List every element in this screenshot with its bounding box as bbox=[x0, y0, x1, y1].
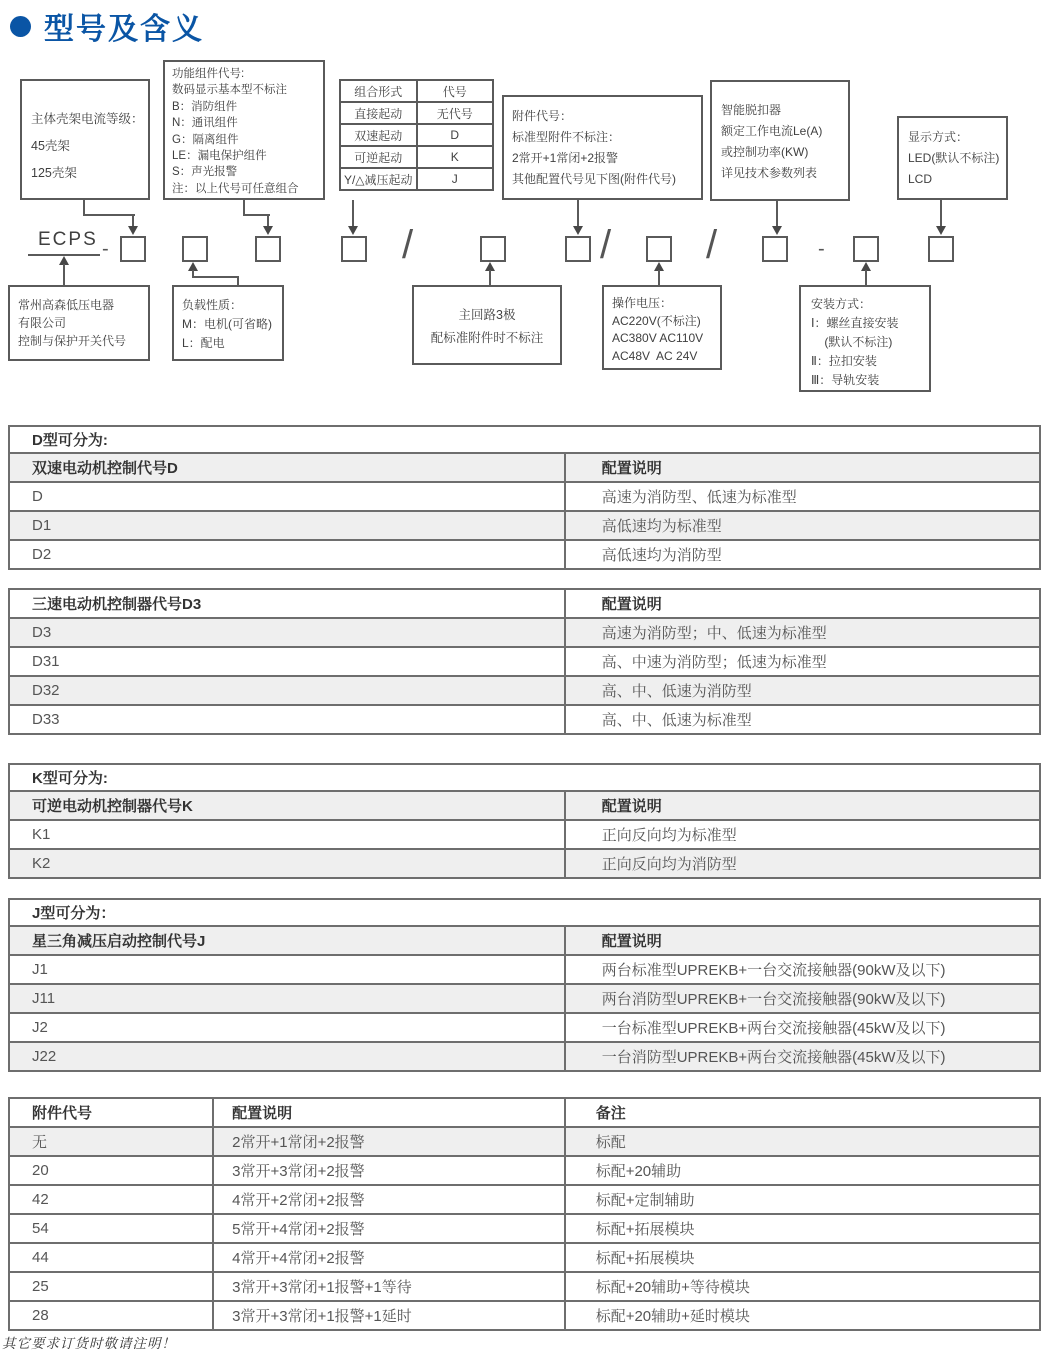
box-text-line: Ⅰ：螺丝直接安装 bbox=[811, 316, 899, 330]
table-title: K型可分为: bbox=[9, 764, 1040, 791]
box-text-line: 配标准附件时不标注 bbox=[430, 331, 544, 345]
connector-line bbox=[776, 201, 778, 227]
box-text-line: 主体壳架电流等级： bbox=[31, 112, 144, 126]
connector-line bbox=[63, 264, 65, 285]
connector-line bbox=[489, 270, 491, 285]
table-cell: 20 bbox=[9, 1156, 213, 1185]
table-cell: 两台标准型UPREKB+一台交流接触器(90kW及以下) bbox=[565, 955, 1040, 984]
combo-row bbox=[340, 146, 493, 168]
table-cell: 标配+拓展模块 bbox=[565, 1243, 1040, 1272]
separator-dash: - bbox=[102, 238, 109, 260]
box-text-line: 2常开+1常闭+2报警 bbox=[512, 151, 619, 165]
box-text-line: 数码显示基本型不标注 bbox=[172, 84, 287, 97]
table-header-row bbox=[9, 453, 1040, 482]
table-cell: 高、中、低速为消防型 bbox=[565, 676, 1040, 705]
connector-line bbox=[658, 270, 660, 285]
box-operating-voltage bbox=[602, 285, 722, 370]
table-title-row bbox=[9, 426, 1040, 453]
box-text-line: 注：以上代号可任意组合 bbox=[172, 182, 299, 195]
table-row bbox=[9, 647, 1040, 676]
connector-line bbox=[352, 200, 354, 227]
table-cell: D2 bbox=[9, 540, 565, 569]
column-header: 附件代号 bbox=[9, 1098, 213, 1127]
table-cell: J22 bbox=[9, 1042, 565, 1071]
bullet-dot-icon bbox=[10, 16, 31, 37]
separator-slash: / bbox=[706, 223, 718, 267]
combo-cell: 双速起动 bbox=[340, 124, 417, 146]
box-function-components bbox=[163, 60, 325, 200]
model-field-box-8 bbox=[762, 236, 788, 262]
connector-line bbox=[192, 276, 239, 278]
column-header: 配置说明 bbox=[565, 589, 1040, 618]
combo-cell: 直接起动 bbox=[340, 102, 417, 124]
table-cell: D3 bbox=[9, 618, 565, 647]
table-cell: 高低速均为消防型 bbox=[565, 540, 1040, 569]
model-field-box-10 bbox=[928, 236, 954, 262]
order-note: 其它要求订货时敬请注明！ bbox=[2, 1336, 176, 1350]
table-cell: D1 bbox=[9, 511, 565, 540]
model-field-box-3 bbox=[255, 236, 281, 262]
box-text-line: B：消防组件 bbox=[172, 100, 238, 113]
box-main-circuit bbox=[412, 285, 562, 365]
table-cell: 2常开+1常闭+2报警 bbox=[213, 1127, 565, 1156]
box-text-line: AC380V AC110V bbox=[612, 331, 704, 345]
table-row bbox=[9, 1301, 1040, 1330]
combo-cell: 组合形式 bbox=[340, 80, 417, 102]
box-text-line: 有限公司 bbox=[18, 316, 67, 330]
box-text-line: 安装方式： bbox=[811, 297, 872, 311]
table-row bbox=[9, 849, 1040, 878]
table-title: D型可分为: bbox=[9, 426, 1040, 453]
box-text-line: 额定工作电流Le(A) bbox=[721, 124, 823, 138]
table-cell: 正向反向均为标准型 bbox=[565, 820, 1040, 849]
model-field-box-6 bbox=[565, 236, 591, 262]
box-text-line: AC220V(不标注) bbox=[612, 313, 701, 328]
table-title-row bbox=[9, 899, 1040, 926]
model-prefix: ECPS bbox=[38, 229, 98, 250]
arrow-down-icon bbox=[128, 226, 138, 235]
table-row bbox=[9, 705, 1040, 734]
combo-cell: K bbox=[417, 146, 494, 168]
box-text-line: LE：漏电保护组件 bbox=[172, 150, 267, 163]
table-row bbox=[9, 955, 1040, 984]
column-header: 配置说明 bbox=[565, 926, 1040, 955]
combo-cell: 可逆起动 bbox=[340, 146, 417, 168]
column-header: 备注 bbox=[565, 1098, 1040, 1127]
table-cell: D bbox=[9, 482, 565, 511]
box-text-line: 控制与保护开关代号 bbox=[18, 334, 127, 348]
column-header: 星三角减压启动控制代号J bbox=[9, 926, 565, 955]
table-cell: 标配+20辅助+延时模块 bbox=[565, 1301, 1040, 1330]
combo-cell: Y/△减压起动 bbox=[340, 168, 417, 190]
table-cell: J1 bbox=[9, 955, 565, 984]
table-cell: D31 bbox=[9, 647, 565, 676]
table-cell: 54 bbox=[9, 1214, 213, 1243]
table-cell: 高、中、低速为标准型 bbox=[565, 705, 1040, 734]
table-cell: 标配+20辅助+等待模块 bbox=[565, 1272, 1040, 1301]
table-row bbox=[9, 1214, 1040, 1243]
connector-line bbox=[577, 200, 579, 227]
box-text-line: L：配电 bbox=[182, 336, 225, 350]
column-header: 配置说明 bbox=[565, 453, 1040, 482]
box-text-line: 详见技术参数列表 bbox=[721, 166, 818, 180]
arrow-down-icon bbox=[772, 226, 782, 235]
column-header: 可逆电动机控制器代号K bbox=[9, 791, 565, 820]
box-display-mode bbox=[897, 116, 1008, 200]
table-row bbox=[9, 1243, 1040, 1272]
table-cell: 标配+拓展模块 bbox=[565, 1214, 1040, 1243]
model-field-box-1 bbox=[120, 236, 146, 262]
table-cell: 5常开+4常闭+2报警 bbox=[213, 1214, 565, 1243]
table-cell: J11 bbox=[9, 984, 565, 1013]
table-cell: 两台消防型UPREKB+一台交流接触器(90kW及以下) bbox=[565, 984, 1040, 1013]
model-field-box-7 bbox=[646, 236, 672, 262]
table-cell: 无 bbox=[9, 1127, 213, 1156]
arrow-down-icon bbox=[573, 226, 583, 235]
box-text-line: LCD bbox=[908, 172, 933, 186]
table-cell: 高低速均为标准型 bbox=[565, 511, 1040, 540]
arrow-down-icon bbox=[348, 226, 358, 235]
page-header bbox=[10, 4, 204, 48]
table-cell: 3常开+3常闭+1报警+1延时 bbox=[213, 1301, 565, 1330]
connector-line bbox=[940, 200, 942, 227]
table-cell: 标配+20辅助 bbox=[565, 1156, 1040, 1185]
box-mounting-type bbox=[799, 285, 931, 392]
column-header: 配置说明 bbox=[565, 791, 1040, 820]
table-cell: 42 bbox=[9, 1185, 213, 1214]
table-row bbox=[9, 511, 1040, 540]
separator-slash: / bbox=[600, 223, 612, 267]
table-row bbox=[9, 676, 1040, 705]
table-row bbox=[9, 1272, 1040, 1301]
connector-line bbox=[865, 270, 867, 285]
table-cell: 标配 bbox=[565, 1127, 1040, 1156]
table-cell: 4常开+4常闭+2报警 bbox=[213, 1243, 565, 1272]
separator-dash: - bbox=[818, 238, 825, 260]
table-header-row bbox=[9, 1098, 1040, 1127]
table-cell: 3常开+3常闭+1报警+1等待 bbox=[213, 1272, 565, 1301]
table-cell: D33 bbox=[9, 705, 565, 734]
box-frame-current-grade bbox=[20, 79, 150, 200]
table-row bbox=[9, 1127, 1040, 1156]
box-text-line: 其他配置代号见下图(附件代号) bbox=[512, 172, 676, 186]
model-field-box-9 bbox=[853, 236, 879, 262]
table-cell: 高速为消防型、低速为标准型 bbox=[565, 482, 1040, 511]
model-field-box-4 bbox=[341, 236, 367, 262]
box-text-line: Ⅲ：导轨安装 bbox=[811, 373, 880, 387]
box-text-line: M：电机(可省略) bbox=[182, 317, 272, 331]
combo-row bbox=[340, 124, 493, 146]
column-header: 双速电动机控制代号D bbox=[9, 453, 565, 482]
box-text-line: 附件代号： bbox=[512, 109, 573, 123]
box-text-line: 智能脱扣器 bbox=[721, 103, 782, 117]
box-text-line: 负载性质： bbox=[182, 298, 243, 312]
box-accessory-code bbox=[502, 95, 703, 200]
combo-row bbox=[340, 168, 493, 190]
box-smart-trip-unit bbox=[710, 80, 850, 201]
separator-slash: / bbox=[402, 223, 414, 267]
page-title: 型号及含义 bbox=[44, 13, 204, 46]
box-load-type bbox=[172, 285, 284, 361]
table-title-row bbox=[9, 764, 1040, 791]
table-cell: D32 bbox=[9, 676, 565, 705]
table-row bbox=[9, 1013, 1040, 1042]
box-text-line: 显示方式： bbox=[908, 130, 969, 144]
box-text-line: G：隔离组件 bbox=[172, 133, 239, 146]
box-text-line: 常州高森低压电器 bbox=[18, 298, 115, 312]
table-row bbox=[9, 1185, 1040, 1214]
model-field-box-2 bbox=[182, 236, 208, 262]
table-cell: 高速为消防型；中、低速为标准型 bbox=[565, 618, 1040, 647]
table-cell: 3常开+3常闭+2报警 bbox=[213, 1156, 565, 1185]
combo-cell: 无代号 bbox=[417, 102, 494, 124]
box-text-line: Ⅱ：拉扣安装 bbox=[811, 354, 877, 368]
combo-row bbox=[340, 80, 493, 102]
table-cell: 一台消防型UPREKB+两台交流接触器(45kW及以下) bbox=[565, 1042, 1040, 1071]
model-field-box-5 bbox=[480, 236, 506, 262]
table-row bbox=[9, 1156, 1040, 1185]
connector-line bbox=[83, 214, 135, 216]
table-cell: 25 bbox=[9, 1272, 213, 1301]
box-text-line: (默认不标注) bbox=[811, 335, 893, 349]
table-title: J型可分为： bbox=[9, 899, 1040, 926]
table-row bbox=[9, 618, 1040, 647]
box-text-line: 125壳架 bbox=[31, 166, 77, 180]
box-text-line: S：声光报警 bbox=[172, 166, 238, 179]
combo-cell: D bbox=[417, 124, 494, 146]
table-cell: 标配+定制辅助 bbox=[565, 1185, 1040, 1214]
table-row bbox=[9, 482, 1040, 511]
table-row bbox=[9, 540, 1040, 569]
combo-row bbox=[340, 102, 493, 124]
combo-cell: J bbox=[417, 168, 494, 190]
box-text-line: 功能组件代号: bbox=[172, 68, 245, 80]
table-cell: J2 bbox=[9, 1013, 565, 1042]
column-header: 三速电动机控制器代号D3 bbox=[9, 589, 565, 618]
table-cell: 4常开+2常闭+2报警 bbox=[213, 1185, 565, 1214]
table-cell: 高、中速为消防型；低速为标准型 bbox=[565, 647, 1040, 676]
table-header-row bbox=[9, 926, 1040, 955]
box-text-line: N：通讯组件 bbox=[172, 117, 238, 130]
connector-line bbox=[243, 214, 270, 216]
table-k-type bbox=[8, 763, 1041, 879]
table-row bbox=[9, 820, 1040, 849]
box-company-name bbox=[8, 285, 150, 361]
table-d-type bbox=[8, 425, 1041, 570]
box-text-line: 操作电压： bbox=[612, 296, 673, 310]
table-cell: 28 bbox=[9, 1301, 213, 1330]
table-cell: 44 bbox=[9, 1243, 213, 1272]
table-row bbox=[9, 1042, 1040, 1071]
box-text-line: 标准型附件不标注： bbox=[512, 130, 621, 144]
table-cell: K2 bbox=[9, 849, 565, 878]
connector-line bbox=[237, 276, 239, 285]
arrow-down-icon bbox=[936, 226, 946, 235]
box-text-line: 或控制功率(KW) bbox=[721, 145, 809, 159]
table-header-row bbox=[9, 791, 1040, 820]
table-cell: K1 bbox=[9, 820, 565, 849]
table-accessory-codes bbox=[8, 1097, 1041, 1331]
table-cell: 一台标准型UPREKB+两台交流接触器(45kW及以下) bbox=[565, 1013, 1040, 1042]
table-d3-type bbox=[8, 588, 1041, 735]
box-text-line: 主回路3极 bbox=[458, 308, 516, 322]
table-j-type bbox=[8, 898, 1041, 1072]
box-text-line: 45壳架 bbox=[31, 139, 70, 153]
combo-form-table bbox=[339, 79, 494, 191]
box-text-line: AC48V AC 24V bbox=[612, 348, 698, 363]
table-row bbox=[9, 984, 1040, 1013]
column-header: 配置说明 bbox=[213, 1098, 565, 1127]
table-cell: 正向反向均为消防型 bbox=[565, 849, 1040, 878]
box-text-line: LED(默认不标注) bbox=[908, 151, 1000, 165]
table-header-row bbox=[9, 589, 1040, 618]
combo-cell: 代号 bbox=[417, 80, 494, 102]
arrow-down-icon bbox=[263, 226, 273, 235]
